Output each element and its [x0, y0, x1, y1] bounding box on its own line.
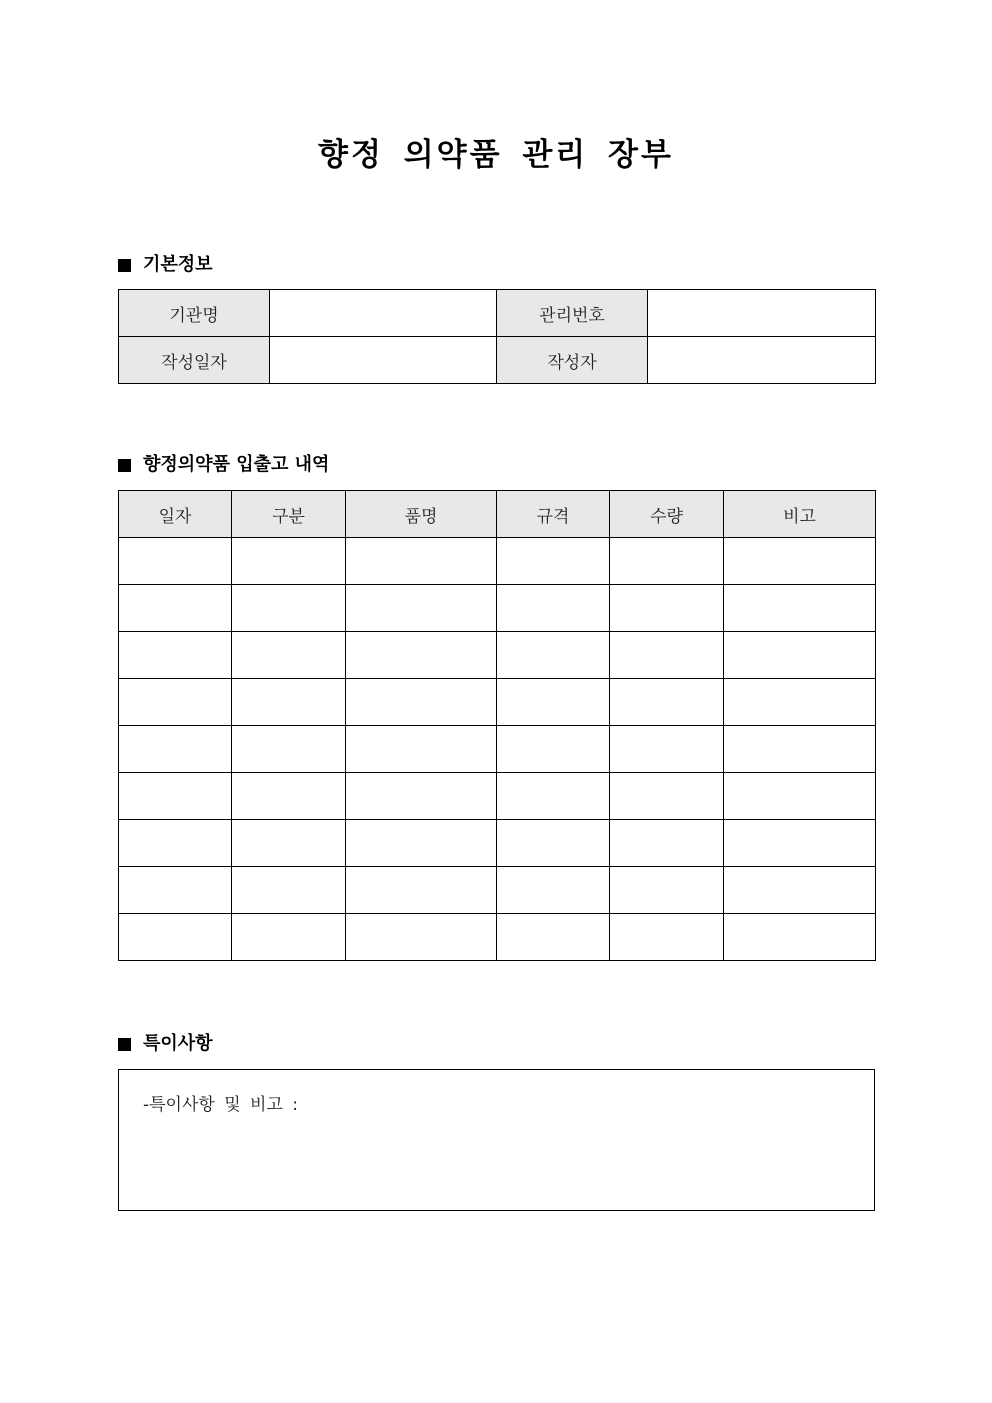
quantity-cell[interactable] [610, 820, 724, 867]
product-name-cell[interactable] [346, 726, 497, 773]
quantity-cell[interactable] [610, 867, 724, 914]
table-row [119, 632, 876, 679]
section-heading-basic-info [118, 253, 213, 277]
product-name-cell[interactable] [346, 914, 497, 961]
column-header-date: 일자 [119, 491, 232, 538]
ledger-table [118, 490, 876, 961]
specification-cell[interactable] [497, 538, 610, 585]
type-cell[interactable] [232, 914, 346, 961]
table-header-row [119, 491, 876, 538]
table-row [119, 585, 876, 632]
author-label: 작성자 [497, 337, 648, 384]
type-cell[interactable] [232, 538, 346, 585]
specification-cell[interactable] [497, 773, 610, 820]
remarks-cell[interactable] [724, 585, 876, 632]
date-cell[interactable] [119, 679, 232, 726]
remarks-cell[interactable] [724, 914, 876, 961]
column-header-type: 구분 [232, 491, 346, 538]
section-heading-label: 향정의약품 입출고 내역 [143, 454, 330, 475]
remarks-cell[interactable] [724, 773, 876, 820]
section-heading-notes [118, 1032, 213, 1056]
specification-cell[interactable] [497, 679, 610, 726]
quantity-cell[interactable] [610, 914, 724, 961]
date-cell[interactable] [119, 585, 232, 632]
specification-cell[interactable] [497, 820, 610, 867]
square-bullet-icon [118, 1038, 131, 1051]
date-label: 작성일자 [119, 337, 270, 384]
quantity-cell[interactable] [610, 773, 724, 820]
table-row [119, 867, 876, 914]
column-header-product-name: 품명 [346, 491, 497, 538]
notes-field[interactable] [118, 1069, 875, 1211]
table-row [119, 538, 876, 585]
specification-cell[interactable] [497, 867, 610, 914]
institution-field[interactable] [270, 290, 497, 337]
date-cell[interactable] [119, 867, 232, 914]
type-cell[interactable] [232, 679, 346, 726]
square-bullet-icon [118, 259, 131, 272]
specification-cell[interactable] [497, 585, 610, 632]
product-name-cell[interactable] [346, 773, 497, 820]
type-cell[interactable] [232, 867, 346, 914]
specification-cell[interactable] [497, 726, 610, 773]
table-row [119, 337, 876, 384]
column-header-remarks: 비고 [724, 491, 876, 538]
quantity-cell[interactable] [610, 632, 724, 679]
quantity-cell[interactable] [610, 585, 724, 632]
specification-cell[interactable] [497, 914, 610, 961]
column-header-specification: 규격 [497, 491, 610, 538]
quantity-cell[interactable] [610, 726, 724, 773]
type-cell[interactable] [232, 726, 346, 773]
type-cell[interactable] [232, 585, 346, 632]
section-heading-label: 특이사항 [143, 1033, 213, 1054]
remarks-cell[interactable] [724, 726, 876, 773]
management-number-field[interactable] [648, 290, 876, 337]
management-number-label: 관리번호 [497, 290, 648, 337]
table-row [119, 290, 876, 337]
date-cell[interactable] [119, 820, 232, 867]
date-cell[interactable] [119, 773, 232, 820]
specification-cell[interactable] [497, 632, 610, 679]
institution-label: 기관명 [119, 290, 270, 337]
remarks-cell[interactable] [724, 867, 876, 914]
table-row [119, 726, 876, 773]
product-name-cell[interactable] [346, 679, 497, 726]
table-row [119, 773, 876, 820]
quantity-cell[interactable] [610, 679, 724, 726]
product-name-cell[interactable] [346, 867, 497, 914]
date-cell[interactable] [119, 914, 232, 961]
remarks-cell[interactable] [724, 632, 876, 679]
remarks-cell[interactable] [724, 820, 876, 867]
date-field[interactable] [270, 337, 497, 384]
section-heading-label: 기본정보 [143, 254, 213, 275]
table-row [119, 914, 876, 961]
basic-info-table [118, 289, 876, 384]
notes-prompt: -특이사항 및 비고 : [143, 1095, 299, 1115]
type-cell[interactable] [232, 632, 346, 679]
product-name-cell[interactable] [346, 820, 497, 867]
author-field[interactable] [648, 337, 876, 384]
table-row [119, 820, 876, 867]
product-name-cell[interactable] [346, 538, 497, 585]
remarks-cell[interactable] [724, 679, 876, 726]
section-heading-ledger [118, 453, 329, 477]
type-cell[interactable] [232, 773, 346, 820]
date-cell[interactable] [119, 632, 232, 679]
page-title: 향정 의약품 관리 장부 [318, 137, 674, 173]
product-name-cell[interactable] [346, 585, 497, 632]
table-row [119, 679, 876, 726]
product-name-cell[interactable] [346, 632, 497, 679]
column-header-quantity: 수량 [610, 491, 724, 538]
remarks-cell[interactable] [724, 538, 876, 585]
date-cell[interactable] [119, 726, 232, 773]
quantity-cell[interactable] [610, 538, 724, 585]
type-cell[interactable] [232, 820, 346, 867]
date-cell[interactable] [119, 538, 232, 585]
square-bullet-icon [118, 459, 131, 472]
